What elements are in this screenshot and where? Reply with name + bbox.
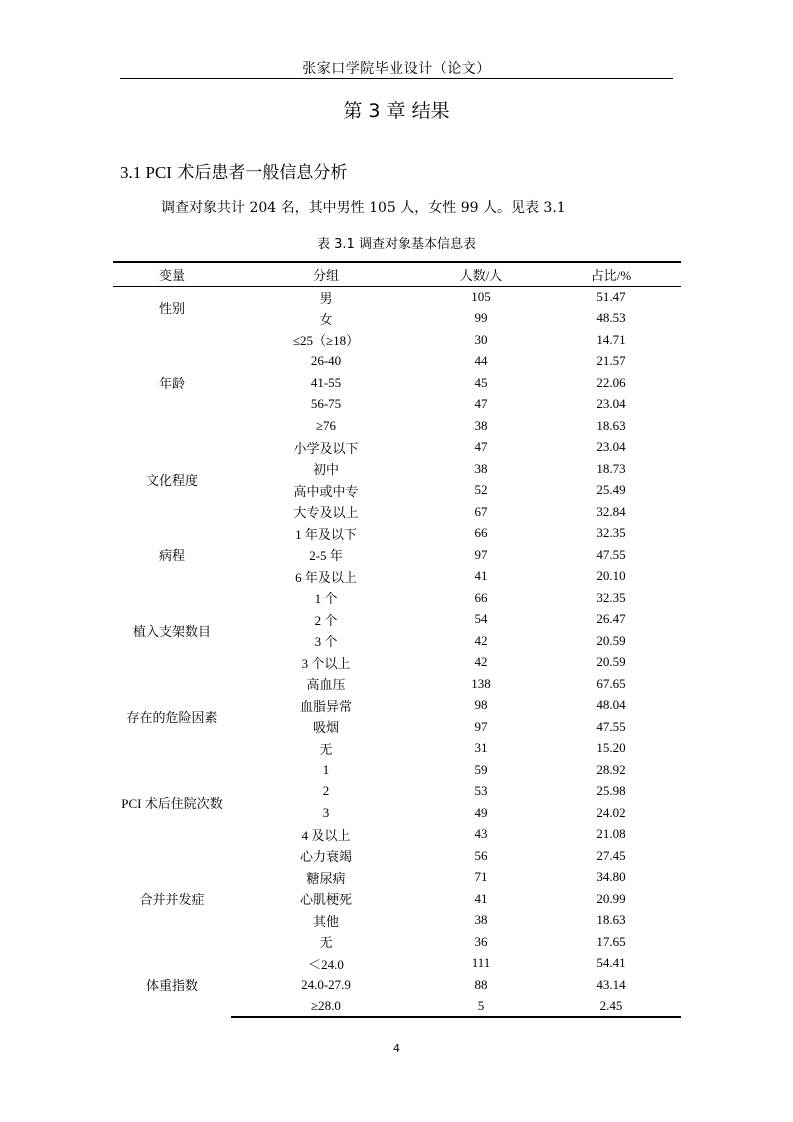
group-cell: 无 [319,935,333,951]
group-cell: 吸烟 [312,720,339,736]
percent-cell: 2.45 [541,996,681,1018]
percent-cell: 26.47 [596,611,626,627]
group-cell: 6 年及以上 [295,569,357,585]
percent-cell: 27.45 [596,847,626,863]
group-cell: 41-55 [310,374,342,390]
column-header: 占比/% [541,262,681,286]
percent-cell: 23.04 [596,396,626,412]
count-cell: 67 [474,503,488,519]
table-header-row [113,262,681,286]
percent-cell: 23.04 [596,439,626,455]
count-cell: 97 [474,546,488,562]
group-cell: 血脂异常 [299,698,352,714]
count-cell: 36 [474,933,488,949]
count-cell: 59 [474,761,488,777]
count-cell: 97 [474,718,488,734]
group-cell: ≤25（≥18） [292,333,360,349]
chapter-title: 第 3 章 结果 [343,100,450,122]
count-cell: 5 [421,996,541,1018]
count-cell: 42 [474,632,488,648]
group-cell: 26-40 [310,353,342,369]
percent-cell: 20.59 [596,632,626,648]
percent-cell: 47.55 [596,718,626,734]
body-paragraph: 调查对象共计 204 名，其中男性 105 人，女性 99 人。见表 3.1 [161,200,566,216]
percent-cell: 24.02 [596,804,626,820]
variable-cell: 性别 [158,301,185,317]
variable-cell: PCI 术后住院次数 [121,795,223,811]
group-cell: 其他 [312,913,339,929]
table-row [113,845,681,867]
group-cell: 4 及以上 [301,827,351,843]
percent-cell: 28.92 [596,761,626,777]
count-cell: 47 [474,396,488,412]
count-cell: 41 [474,568,488,584]
percent-cell: 20.59 [596,654,626,670]
group-cell: 糖尿病 [306,870,346,886]
table-row [113,953,681,975]
percent-cell: 67.65 [596,675,626,691]
group-cell: 心肌梗死 [299,892,352,908]
group-cell: ＜24.0 [308,956,344,972]
percent-cell: 43.14 [596,976,626,992]
percent-cell: 18.73 [596,460,626,476]
section-number: 3.1 PCI [120,163,172,182]
table-row [113,329,681,351]
group-cell: 小学及以下 [293,440,359,456]
count-cell: 53 [474,783,488,799]
group-cell: 无 [319,741,333,757]
table-row [113,759,681,781]
count-cell: 47 [474,439,488,455]
page-number: 4 [393,1042,400,1055]
count-cell: 49 [474,804,488,820]
table-row [113,286,681,308]
count-cell: 66 [474,589,488,605]
table-row [113,587,681,609]
count-cell: 54 [474,611,488,627]
group-cell: 2 [322,783,330,799]
percent-cell: 20.10 [596,568,626,584]
count-cell: 45 [474,374,488,390]
variable-cell: 存在的危险因素 [126,709,218,725]
count-cell: 56 [474,847,488,863]
percent-cell: 15.20 [596,740,626,756]
group-cell: 男 [319,290,333,306]
table-row [113,437,681,459]
count-cell: 43 [474,826,488,842]
table-body [113,286,681,1017]
column-header: 人数/人 [421,262,541,286]
variable-cell: 年龄 [158,376,185,392]
group-cell: 初中 [312,462,339,478]
percent-cell: 32.84 [596,503,626,519]
page-header-title: 张家口学院毕业设计（论文） [302,61,491,77]
count-cell: 111 [471,955,491,971]
count-cell: 138 [471,675,491,691]
table-row [113,673,681,695]
group-cell: 24.0-27.9 [301,976,351,992]
group-cell: 1 [322,761,330,777]
group-cell: 3 [322,804,330,820]
header-divider [120,78,673,79]
percent-cell: 21.57 [596,353,626,369]
count-cell: 44 [474,353,488,369]
percent-cell: 25.49 [596,482,626,498]
group-cell: ≥76 [315,417,337,433]
percent-cell: 25.98 [596,783,626,799]
count-cell: 38 [474,460,488,476]
group-cell: 2-5 年 [309,548,343,564]
section-title: 术后患者一般信息分析 [177,163,348,183]
group-cell: 2 个 [314,612,338,628]
variable-cell: 病程 [158,548,185,564]
column-header: 变量 [113,262,231,286]
percent-cell: 54.41 [596,955,626,971]
percent-cell: 18.63 [596,417,626,433]
variable-cell: 体重指数 [145,978,198,994]
percent-cell: 32.35 [596,525,626,541]
variable-cell: 文化程度 [145,473,198,488]
count-cell: 71 [474,869,488,885]
section-heading [120,158,347,183]
group-cell: 56-75 [310,396,342,412]
percent-cell: 22.06 [596,374,626,390]
group-cell: 3 个 [314,634,338,650]
percent-cell: 48.04 [596,697,626,713]
percent-cell: 48.53 [596,310,626,326]
percent-cell: 47.55 [596,546,626,562]
group-cell: ≥28.0 [231,996,421,1018]
group-cell: 1 个 [314,591,338,607]
count-cell: 42 [474,654,488,670]
count-cell: 66 [474,525,488,541]
percent-cell: 21.08 [596,826,626,842]
variable-cell: 植入支架数目 [132,623,211,639]
count-cell: 105 [471,289,491,304]
group-cell: 大专及以上 [293,505,359,521]
percent-cell: 20.99 [596,890,626,906]
info-table [113,261,681,1018]
count-cell: 31 [474,740,488,756]
count-cell: 99 [474,310,488,326]
percent-cell: 51.47 [596,289,626,304]
group-cell: 1 年及以下 [295,526,357,542]
group-cell: 高血压 [306,677,346,693]
variable-cell: 合并并发症 [139,892,205,908]
table-caption: 表 3.1 调查对象基本信息表 [317,237,476,252]
count-cell: 88 [474,976,488,992]
percent-cell: 34.80 [596,869,626,885]
count-cell: 38 [474,912,488,928]
column-header: 分组 [231,262,421,286]
group-cell: 3 个以上 [301,655,351,671]
percent-cell: 17.65 [596,933,626,949]
group-cell: 女 [319,311,333,327]
count-cell: 52 [474,482,488,498]
count-cell: 30 [474,331,488,347]
group-cell: 心力衰竭 [299,849,352,865]
group-cell: 高中或中专 [293,483,359,499]
percent-cell: 32.35 [596,589,626,605]
percent-cell: 14.71 [596,331,626,347]
count-cell: 41 [474,890,488,906]
count-cell: 38 [474,417,488,433]
table-row [113,523,681,545]
percent-cell: 18.63 [596,912,626,928]
count-cell: 98 [474,697,488,713]
